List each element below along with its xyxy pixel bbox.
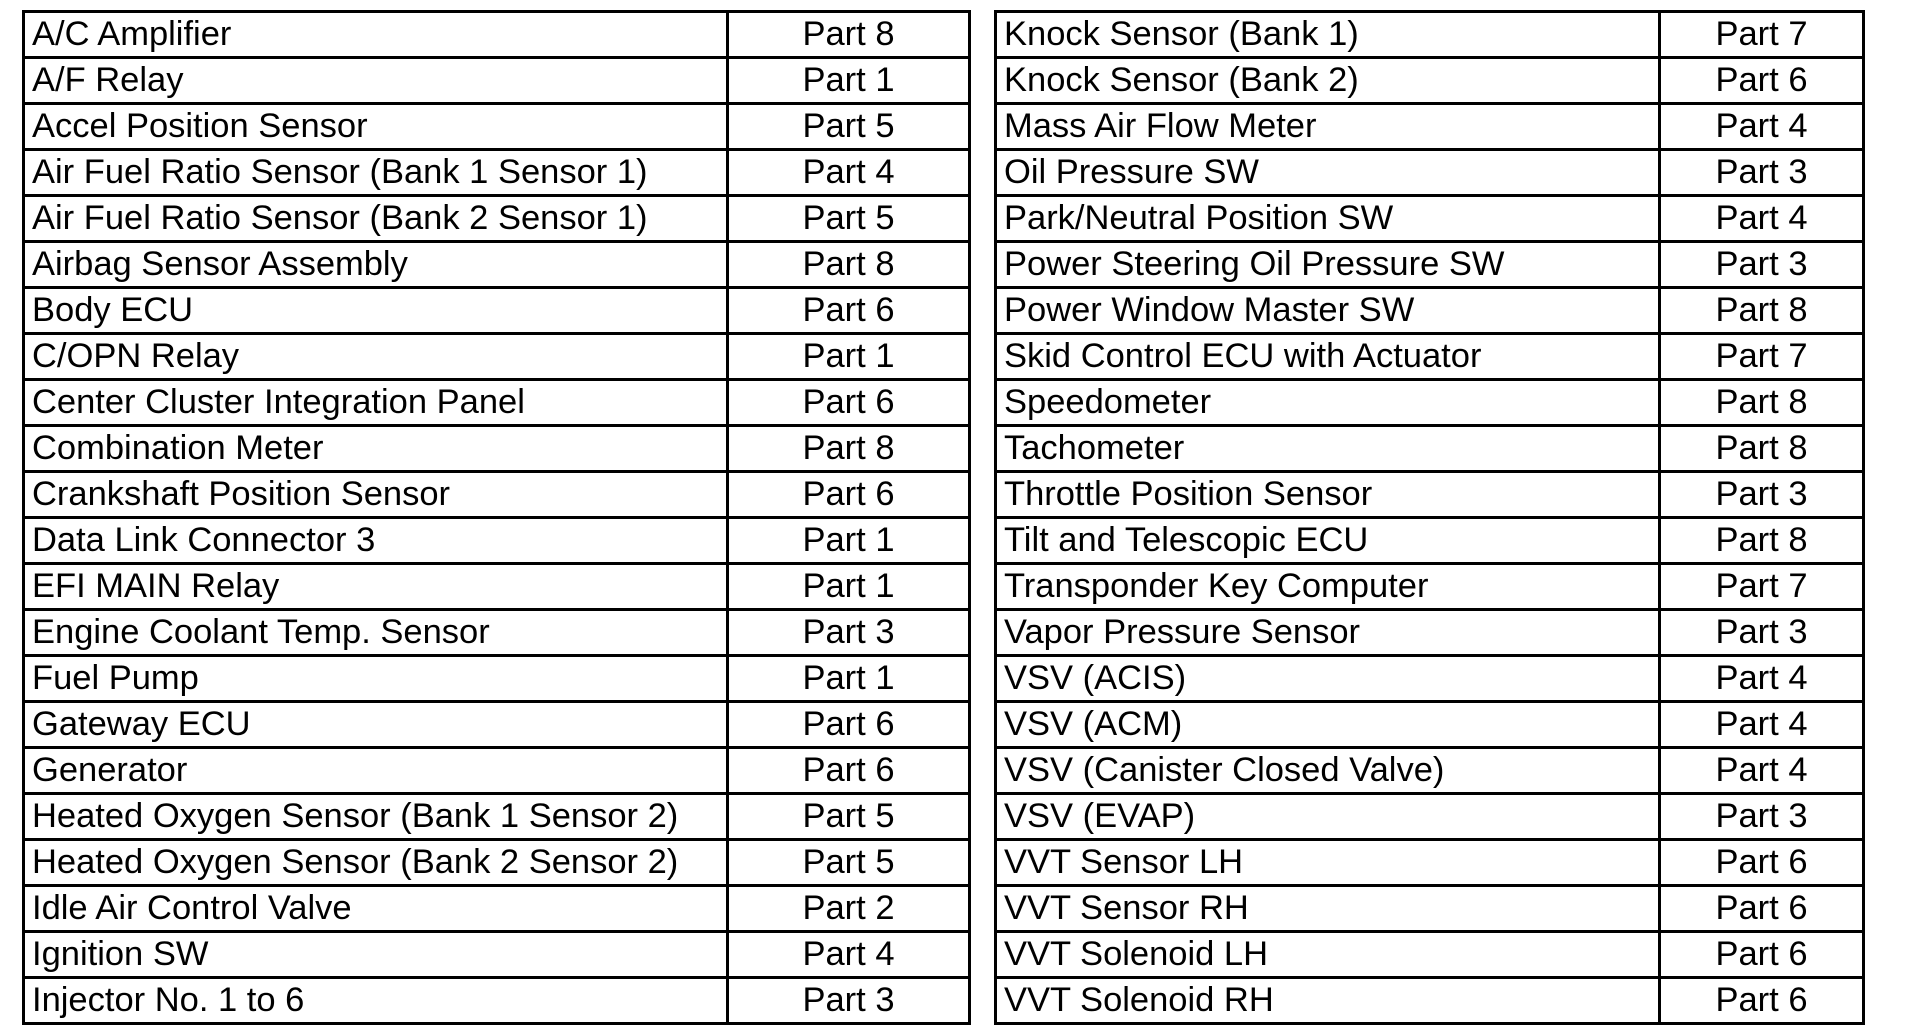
component-name-cell: VSV (EVAP) <box>996 794 1660 840</box>
component-name-cell: VSV (ACIS) <box>996 656 1660 702</box>
part-reference-cell: Part 4 <box>728 932 970 978</box>
part-reference-cell: Part 8 <box>1660 288 1864 334</box>
part-reference-cell: Part 6 <box>728 748 970 794</box>
component-name-cell: VVT Sensor LH <box>996 840 1660 886</box>
table-row <box>24 150 970 196</box>
component-name-cell: Engine Coolant Temp. Sensor <box>24 610 728 656</box>
part-reference-cell: Part 3 <box>728 978 970 1024</box>
table-row <box>996 932 1864 978</box>
part-reference-cell: Part 7 <box>1660 334 1864 380</box>
table-row <box>996 794 1864 840</box>
part-reference-cell: Part 8 <box>1660 518 1864 564</box>
part-reference-cell: Part 6 <box>1660 58 1864 104</box>
part-reference-cell: Part 7 <box>1660 564 1864 610</box>
table-row <box>24 518 970 564</box>
component-index-table-left <box>22 10 971 1025</box>
table-row <box>996 150 1864 196</box>
table-row <box>24 196 970 242</box>
part-reference-cell: Part 4 <box>728 150 970 196</box>
table-row <box>24 794 970 840</box>
component-name-cell: Idle Air Control Valve <box>24 886 728 932</box>
part-reference-cell: Part 7 <box>1660 12 1864 58</box>
table-row <box>996 288 1864 334</box>
part-reference-cell: Part 8 <box>728 242 970 288</box>
component-name-cell: Body ECU <box>24 288 728 334</box>
part-reference-cell: Part 6 <box>1660 932 1864 978</box>
component-name-cell: Ignition SW <box>24 932 728 978</box>
component-name-cell: VVT Sensor RH <box>996 886 1660 932</box>
table-row <box>996 12 1864 58</box>
component-name-cell: Generator <box>24 748 728 794</box>
part-reference-cell: Part 5 <box>728 794 970 840</box>
table-row <box>996 886 1864 932</box>
table-row <box>24 426 970 472</box>
table-row <box>24 702 970 748</box>
component-name-cell: Tilt and Telescopic ECU <box>996 518 1660 564</box>
part-reference-cell: Part 6 <box>728 702 970 748</box>
part-reference-cell: Part 6 <box>1660 978 1864 1024</box>
part-reference-cell: Part 1 <box>728 334 970 380</box>
table-row <box>996 426 1864 472</box>
part-reference-cell: Part 3 <box>728 610 970 656</box>
table-row <box>24 748 970 794</box>
component-name-cell: Vapor Pressure Sensor <box>996 610 1660 656</box>
part-reference-cell: Part 6 <box>728 288 970 334</box>
component-name-cell: VVT Solenoid LH <box>996 932 1660 978</box>
table-row <box>996 840 1864 886</box>
table-row <box>996 748 1864 794</box>
part-reference-cell: Part 2 <box>728 886 970 932</box>
right-table-body <box>996 12 1864 1024</box>
table-row <box>24 288 970 334</box>
component-name-cell: Gateway ECU <box>24 702 728 748</box>
table-row <box>24 656 970 702</box>
table-row <box>24 380 970 426</box>
part-reference-cell: Part 8 <box>728 12 970 58</box>
component-name-cell: Accel Position Sensor <box>24 104 728 150</box>
table-row <box>996 196 1864 242</box>
component-name-cell: Knock Sensor (Bank 1) <box>996 12 1660 58</box>
part-reference-cell: Part 6 <box>1660 886 1864 932</box>
table-row <box>24 334 970 380</box>
part-reference-cell: Part 6 <box>1660 840 1864 886</box>
part-reference-cell: Part 1 <box>728 58 970 104</box>
part-reference-cell: Part 4 <box>1660 196 1864 242</box>
part-reference-cell: Part 3 <box>1660 242 1864 288</box>
table-row <box>996 58 1864 104</box>
table-row <box>996 610 1864 656</box>
part-reference-cell: Part 3 <box>1660 610 1864 656</box>
part-reference-cell: Part 1 <box>728 518 970 564</box>
component-name-cell: VSV (Canister Closed Valve) <box>996 748 1660 794</box>
left-table-body <box>24 12 970 1024</box>
component-name-cell: Heated Oxygen Sensor (Bank 1 Sensor 2) <box>24 794 728 840</box>
component-name-cell: Airbag Sensor Assembly <box>24 242 728 288</box>
table-row <box>24 58 970 104</box>
part-reference-cell: Part 6 <box>728 380 970 426</box>
table-row <box>996 380 1864 426</box>
table-row <box>24 564 970 610</box>
component-name-cell: Power Window Master SW <box>996 288 1660 334</box>
part-reference-cell: Part 5 <box>728 104 970 150</box>
table-row <box>996 242 1864 288</box>
component-name-cell: Crankshaft Position Sensor <box>24 472 728 518</box>
table-row <box>24 978 970 1024</box>
component-name-cell: Mass Air Flow Meter <box>996 104 1660 150</box>
component-name-cell: Transponder Key Computer <box>996 564 1660 610</box>
part-reference-cell: Part 8 <box>728 426 970 472</box>
component-name-cell: EFI MAIN Relay <box>24 564 728 610</box>
component-name-cell: Injector No. 1 to 6 <box>24 978 728 1024</box>
component-name-cell: A/F Relay <box>24 58 728 104</box>
part-reference-cell: Part 4 <box>1660 702 1864 748</box>
component-name-cell: VSV (ACM) <box>996 702 1660 748</box>
component-name-cell: Speedometer <box>996 380 1660 426</box>
component-name-cell: Combination Meter <box>24 426 728 472</box>
component-name-cell: Fuel Pump <box>24 656 728 702</box>
component-name-cell: Air Fuel Ratio Sensor (Bank 2 Sensor 1) <box>24 196 728 242</box>
component-name-cell: Knock Sensor (Bank 2) <box>996 58 1660 104</box>
table-row <box>996 978 1864 1024</box>
component-name-cell: C/OPN Relay <box>24 334 728 380</box>
table-row <box>996 702 1864 748</box>
component-name-cell: Skid Control ECU with Actuator <box>996 334 1660 380</box>
table-row <box>24 472 970 518</box>
component-name-cell: Center Cluster Integration Panel <box>24 380 728 426</box>
part-reference-cell: Part 6 <box>728 472 970 518</box>
table-row <box>996 564 1864 610</box>
part-reference-cell: Part 4 <box>1660 748 1864 794</box>
component-name-cell: Heated Oxygen Sensor (Bank 2 Sensor 2) <box>24 840 728 886</box>
table-row <box>24 242 970 288</box>
part-reference-cell: Part 1 <box>728 656 970 702</box>
component-name-cell: VVT Solenoid RH <box>996 978 1660 1024</box>
table-row <box>996 472 1864 518</box>
part-reference-cell: Part 8 <box>1660 426 1864 472</box>
component-name-cell: Throttle Position Sensor <box>996 472 1660 518</box>
part-reference-cell: Part 4 <box>1660 104 1864 150</box>
table-row <box>996 334 1864 380</box>
table-row <box>996 656 1864 702</box>
part-reference-cell: Part 8 <box>1660 380 1864 426</box>
table-row <box>24 104 970 150</box>
part-reference-cell: Part 3 <box>1660 150 1864 196</box>
component-name-cell: Oil Pressure SW <box>996 150 1660 196</box>
part-reference-cell: Part 4 <box>1660 656 1864 702</box>
component-name-cell: Power Steering Oil Pressure SW <box>996 242 1660 288</box>
component-name-cell: Tachometer <box>996 426 1660 472</box>
part-reference-cell: Part 1 <box>728 564 970 610</box>
part-reference-cell: Part 5 <box>728 196 970 242</box>
component-name-cell: A/C Amplifier <box>24 12 728 58</box>
part-reference-cell: Part 3 <box>1660 794 1864 840</box>
table-row <box>24 886 970 932</box>
table-row <box>24 610 970 656</box>
component-name-cell: Air Fuel Ratio Sensor (Bank 1 Sensor 1) <box>24 150 728 196</box>
table-row <box>996 518 1864 564</box>
component-index-table-right <box>994 10 1865 1025</box>
table-row <box>24 932 970 978</box>
component-name-cell: Park/Neutral Position SW <box>996 196 1660 242</box>
part-reference-cell: Part 5 <box>728 840 970 886</box>
table-row <box>996 104 1864 150</box>
table-row <box>24 12 970 58</box>
part-reference-cell: Part 3 <box>1660 472 1864 518</box>
table-row <box>24 840 970 886</box>
component-name-cell: Data Link Connector 3 <box>24 518 728 564</box>
